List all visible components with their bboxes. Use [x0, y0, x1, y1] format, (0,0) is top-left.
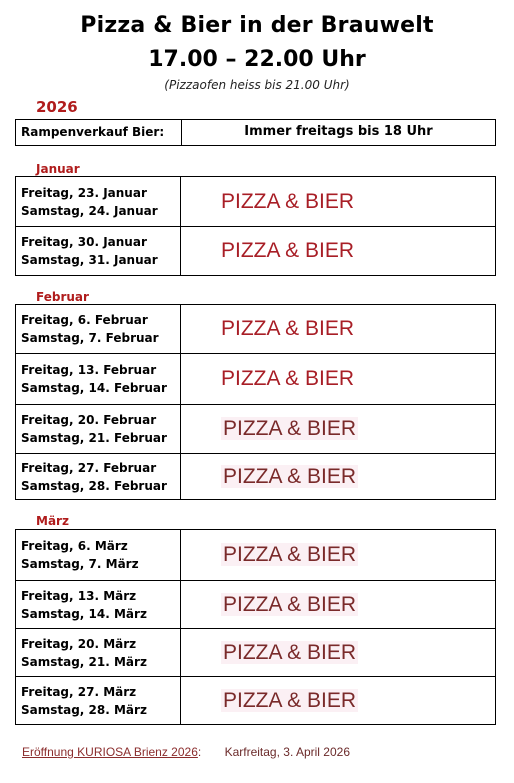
schedule-table-maerz: [15, 529, 496, 725]
date-cell: [16, 305, 181, 354]
event-label: PIZZA & BIER: [221, 239, 355, 262]
date-friday: Freitag, 6. Februar: [21, 313, 148, 327]
event-label: PIZZA & BIER: [223, 464, 357, 488]
date-friday: Freitag, 20. März: [21, 636, 137, 651]
event-cell: [181, 677, 496, 725]
rampenverkauf-label: Rampenverkauf Bier:: [16, 120, 182, 145]
event-time: 17.00 – 22.00 Uhr: [148, 47, 366, 72]
event-cell: [181, 530, 496, 581]
date-friday: Freitag, 23. Januar: [21, 185, 147, 200]
table-row: [16, 177, 496, 227]
date-saturday: Samstag, 14. Februar: [21, 381, 167, 395]
footer-note: [22, 745, 350, 759]
rampenverkauf-value: Immer freitags bis 18 Uhr: [244, 124, 433, 139]
event-label: PIZZA & BIER: [223, 592, 357, 616]
event-cell: [181, 354, 496, 405]
date-saturday: Samstag, 21. März: [21, 654, 147, 669]
month-heading-februar: Februar: [36, 290, 89, 304]
event-cell: [181, 227, 496, 276]
date-saturday: Samstag, 21. Februar: [21, 431, 167, 445]
event-label: PIZZA & BIER: [223, 688, 357, 712]
event-cell: [181, 454, 496, 500]
date-friday: Freitag, 27. Februar: [21, 460, 157, 475]
month-heading-maerz: März: [36, 514, 69, 528]
date-cell: [16, 530, 181, 581]
opening-date: Karfreitag, 3. April 2026: [224, 745, 350, 759]
table-row: [16, 227, 496, 276]
date-saturday: Samstag, 7. Februar: [21, 331, 159, 345]
date-saturday: Samstag, 28. März: [21, 702, 147, 717]
date-friday: Freitag, 20. Februar: [21, 413, 157, 427]
table-row: [16, 354, 496, 405]
date-saturday: Samstag, 24. Januar: [21, 203, 158, 218]
event-cell: [181, 177, 496, 227]
date-cell: [16, 677, 181, 725]
event-label: PIZZA & BIER: [223, 543, 357, 566]
date-cell: [16, 581, 181, 629]
date-friday: Freitag, 6. März: [21, 539, 128, 553]
date-saturday: Samstag, 14. März: [21, 606, 147, 621]
schedule-table-februar: [15, 304, 496, 500]
table-row: [16, 305, 496, 354]
date-saturday: Samstag, 31. Januar: [21, 253, 158, 267]
table-row: [16, 530, 496, 581]
event-label: PIZZA & BIER: [223, 640, 357, 664]
date-friday: Freitag, 13. Februar: [21, 363, 157, 377]
event-label: PIZZA & BIER: [223, 417, 357, 440]
table-row: [16, 581, 496, 629]
year-label: 2026: [36, 98, 78, 116]
date-cell: [16, 629, 181, 677]
date-cell: [16, 177, 181, 227]
event-cell: [181, 305, 496, 354]
date-friday: Freitag, 27. März: [21, 684, 137, 699]
kuriosa-link[interactable]: Eröffnung KURIOSA Brienz 2026: [22, 745, 198, 759]
date-cell: [16, 454, 181, 500]
date-saturday: Samstag, 7. März: [21, 557, 139, 571]
event-cell: [181, 629, 496, 677]
footer-separator: :: [197, 745, 202, 759]
date-cell: [16, 354, 181, 405]
table-row: [16, 405, 496, 454]
table-row: [16, 629, 496, 677]
event-label: PIZZA & BIER: [221, 317, 355, 340]
event-label: PIZZA & BIER: [221, 189, 355, 213]
table-row: [16, 677, 496, 725]
event-label: PIZZA & BIER: [221, 367, 355, 390]
event-cell: [181, 405, 496, 454]
rampenverkauf-box: [15, 119, 496, 146]
date-friday: Freitag, 30. Januar: [21, 235, 147, 249]
page-title: Pizza & Bier in der Brauwelt: [80, 13, 434, 38]
month-heading-januar: Januar: [36, 162, 80, 176]
date-cell: [16, 405, 181, 454]
date-friday: Freitag, 13. März: [21, 588, 137, 603]
schedule-table-januar: [15, 176, 496, 276]
pizzaofen-note: (Pizzaofen heiss bis 21.00 Uhr): [164, 78, 350, 92]
table-row: [16, 454, 496, 500]
date-saturday: Samstag, 28. Februar: [21, 478, 167, 493]
date-cell: [16, 227, 181, 276]
event-cell: [181, 581, 496, 629]
